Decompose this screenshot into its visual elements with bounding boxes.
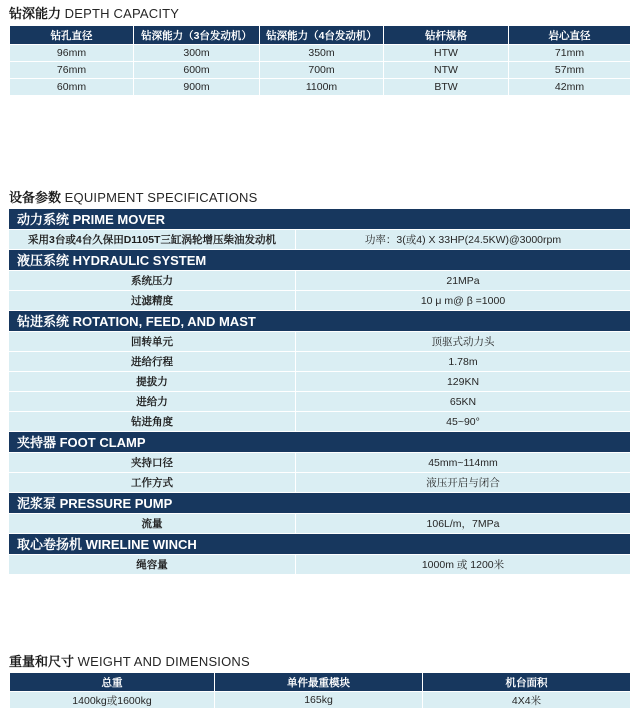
weight-dimensions-table	[9, 672, 631, 709]
spec-value: 65KN	[296, 392, 630, 411]
spec-label: 回转单元	[9, 332, 296, 351]
group-foot-clamp: 夹持器 FOOT CLAMP	[9, 432, 630, 453]
cell: 300m	[134, 45, 260, 62]
spec-row	[9, 412, 630, 432]
cell: 600m	[134, 62, 260, 79]
equipment-specs-title	[9, 187, 257, 206]
group-pressure-pump: 泥浆泵 PRESSURE PUMP	[9, 493, 630, 514]
spec-row	[9, 514, 630, 534]
cell: 1100m	[260, 79, 384, 96]
weight-dimensions-title	[9, 651, 250, 670]
spec-row	[9, 555, 630, 575]
cell: 700m	[260, 62, 384, 79]
group-prime-mover: 动力系统 PRIME MOVER	[9, 209, 630, 230]
cell: HTW	[384, 45, 509, 62]
spec-value: 106L/m，7MPa	[296, 514, 630, 533]
cell: 96mm	[10, 45, 134, 62]
cell: 165kg	[215, 692, 423, 709]
cell: 42mm	[509, 79, 631, 96]
equipment-specs-table	[9, 209, 630, 575]
depth-capacity-title-en: DEPTH CAPACITY	[64, 6, 180, 21]
table-row	[10, 79, 631, 96]
spec-label: 采用3台或4台久保田D1105T三缸涡轮增压柴油发动机	[9, 230, 296, 249]
spec-value: 45mm~114mm	[296, 453, 630, 472]
spec-value: 21MPa	[296, 271, 630, 290]
header-heaviest-module: 单件最重模块	[215, 673, 423, 692]
spec-row	[9, 453, 630, 473]
spec-value: 顶驱式动力头	[296, 332, 630, 351]
depth-capacity-table	[9, 25, 631, 96]
table-row	[10, 62, 631, 79]
group-rotation-feed-mast: 钻进系统 ROTATION, FEED, AND MAST	[9, 311, 630, 332]
group-wireline-winch: 取心卷扬机 WIRELINE WINCH	[9, 534, 630, 555]
spec-label: 系统压力	[9, 271, 296, 290]
cell: 60mm	[10, 79, 134, 96]
header-depth-4-engines: 钻深能力（4台发动机）	[260, 26, 384, 45]
spec-value: 10 μ m@ β =1000	[296, 291, 630, 310]
spec-label: 进给力	[9, 392, 296, 411]
spec-row	[9, 271, 630, 291]
depth-capacity-title-zh: 钻深能力	[9, 6, 62, 21]
equipment-specs-title-zh: 设备参数	[9, 190, 62, 205]
spec-label: 流量	[9, 514, 296, 533]
spec-row	[9, 352, 630, 372]
spec-label: 提拔力	[9, 372, 296, 391]
spec-label: 夹持口径	[9, 453, 296, 472]
spec-row	[9, 291, 630, 311]
cell: 350m	[260, 45, 384, 62]
spec-label: 钻进角度	[9, 412, 296, 431]
group-hydraulic-system: 液压系统 HYDRAULIC SYSTEM	[9, 250, 630, 271]
header-core-diameter: 岩心直径	[509, 26, 631, 45]
spec-label: 进给行程	[9, 352, 296, 371]
spec-row	[9, 230, 630, 250]
cell: 900m	[134, 79, 260, 96]
cell: 1400kg或1600kg	[10, 692, 215, 709]
weight-dimensions-title-en: WEIGHT AND DIMENSIONS	[77, 654, 250, 669]
table-row	[10, 692, 631, 709]
spec-value: 液压开启与闭合	[296, 473, 630, 492]
header-footprint: 机台面积	[423, 673, 631, 692]
spec-row	[9, 473, 630, 493]
header-depth-3-engines: 钻深能力（3台发动机）	[134, 26, 260, 45]
spec-value: 45~90°	[296, 412, 630, 431]
spec-label: 绳容量	[9, 555, 296, 574]
depth-capacity-title	[9, 3, 179, 22]
header-hole-diameter: 钻孔直径	[10, 26, 134, 45]
spec-label: 工作方式	[9, 473, 296, 492]
equipment-specs-title-en: EQUIPMENT SPECIFICATIONS	[64, 190, 258, 205]
cell: 76mm	[10, 62, 134, 79]
spec-row	[9, 372, 630, 392]
depth-table-header	[10, 26, 631, 45]
cell: 71mm	[509, 45, 631, 62]
cell: 57mm	[509, 62, 631, 79]
header-rod-spec: 钻杆规格	[384, 26, 509, 45]
table-row	[10, 45, 631, 62]
spec-row	[9, 332, 630, 352]
weight-dimensions-title-zh: 重量和尺寸	[9, 654, 75, 669]
weight-table-header	[10, 673, 631, 692]
spec-label: 过滤精度	[9, 291, 296, 310]
cell: NTW	[384, 62, 509, 79]
cell: 4X4米	[423, 692, 631, 709]
spec-value: 功率：3(或4) X 33HP(24.5KW)@3000rpm	[296, 230, 630, 249]
spec-row	[9, 392, 630, 412]
spec-value: 129KN	[296, 372, 630, 391]
spec-value: 1.78m	[296, 352, 630, 371]
cell: BTW	[384, 79, 509, 96]
header-total-weight: 总重	[10, 673, 215, 692]
spec-value: 1000m 或 1200米	[296, 555, 630, 574]
